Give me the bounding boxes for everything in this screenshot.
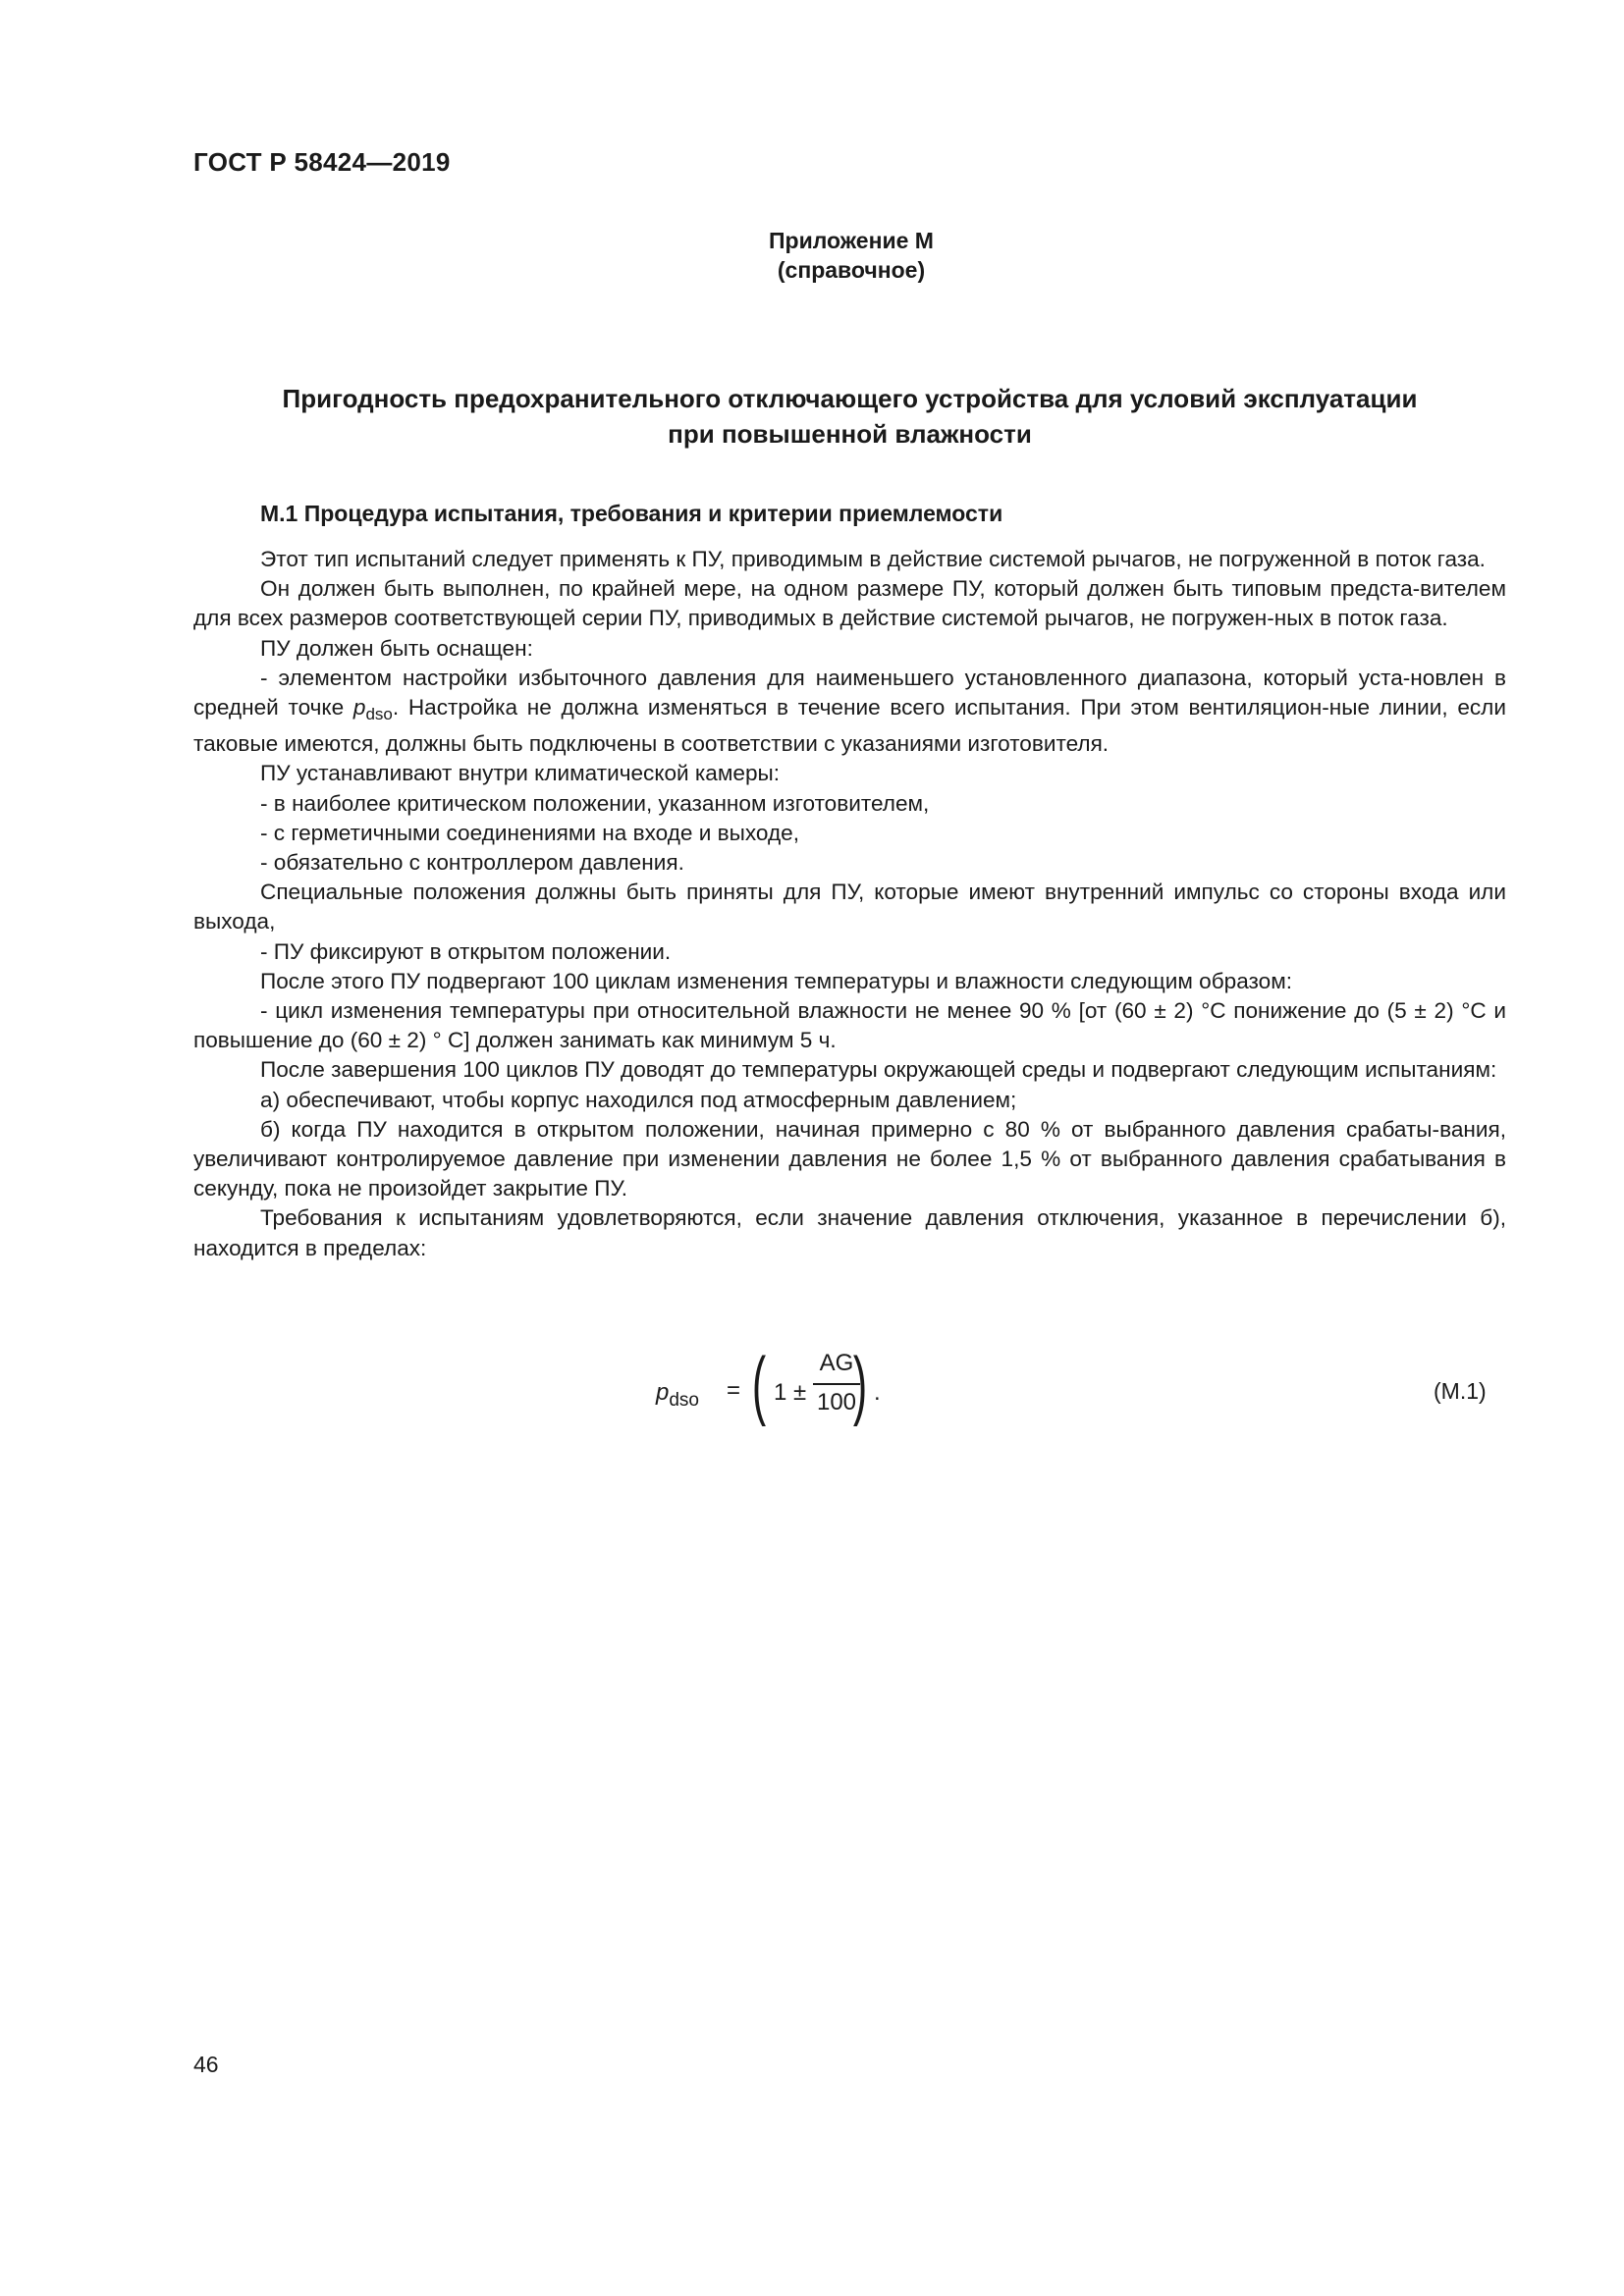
page-number: 46 — [193, 2052, 219, 2077]
paragraph: ПУ устанавливают внутри климатической камеры: — [260, 761, 781, 786]
formula-label: (М.1) — [1434, 1378, 1487, 1404]
paragraph: После этого ПУ подвергают 100 циклам изменения температуры и влажности следующим образом: — [260, 968, 1293, 993]
variable-p: p — [352, 695, 366, 721]
body-text — [193, 545, 1506, 1263]
formula-close-paren: ) — [852, 1341, 868, 1427]
title-line-1: Пригодность предохранительного отключающего устройства для условий эксплуатации — [282, 384, 1418, 413]
variable-subscript: dso — [365, 705, 393, 724]
appendix-title — [193, 381, 1506, 452]
paragraph-text: . Настройка не должна изменяться в течение всего испытания. При этом вентиляцион-ные линии, если таковые имеются, должны быть подключены в соответствии с указаниями изготовителя. — [193, 695, 1506, 757]
formula-open-paren: ( — [751, 1341, 767, 1427]
list-item: - цикл изменения температуры при относительной влажности не менее 90 % [от (60 ± 2) °С понижение до (5 ± 2) °С и повышение до (60 ± 2) ° С] должен занимать как минимум 5 ч. — [193, 998, 1506, 1053]
standard-code: ГОСТ Р 58424—2019 — [193, 147, 451, 177]
formula-m1 — [656, 1341, 911, 1438]
list-item: - обязательно с контроллером давления. — [260, 850, 684, 876]
list-item: - с герметичными соединениями на входе и выходе, — [260, 820, 800, 845]
title-line-2: при повышенной влажности — [668, 419, 1032, 449]
list-item: а) обеспечивают, чтобы корпус находился под атмосферным давлением; — [260, 1087, 1017, 1112]
formula-var-subscript: dso — [669, 1390, 699, 1411]
formula-one: 1 — [774, 1379, 787, 1406]
paragraph: ПУ должен быть оснащен: — [260, 635, 533, 661]
paragraph: Специальные положения должны быть приняты для ПУ, которые имеют внутренний импульс со стороны входа или выхода, — [193, 880, 1506, 934]
section-heading: М.1 Процедура испытания, требования и критерии приемлемости — [260, 501, 1003, 526]
paragraph-pdso — [193, 664, 1506, 760]
appendix-label: Приложение М — [769, 228, 934, 253]
formula-var-p: p — [656, 1379, 670, 1406]
paragraph: Требования к испытаниям удовлетворяются, если значение давления отключения, указанное в перечислении б), находится в пределах: — [193, 1205, 1506, 1260]
formula-numerator: AG — [819, 1350, 854, 1376]
formula-equals: = — [727, 1377, 741, 1404]
list-item: - в наиболее критическом положении, указанном изготовителем, — [260, 790, 930, 816]
formula-period: . — [874, 1379, 881, 1406]
paragraph-text: - элементом настройки избыточного давления для наименьшего установленного диапазона, который уста-новлен в средней точке — [193, 665, 1506, 721]
list-item: б) когда ПУ находится в открытом положении, начиная примерно с 80 % от выбранного давления срабаты-вания, увеличивают контролируемое давление при изменении давления не более 1,5 % от выбранного давления срабатывания в секунду, пока не произойдет закрытие ПУ. — [193, 1116, 1506, 1201]
paragraph: После завершения 100 циклов ПУ доводят до температуры окружающей среды и подвергают следующим испытаниям: — [260, 1057, 1497, 1083]
formula-denominator: 100 — [816, 1389, 857, 1415]
paragraph: Этот тип испытаний следует применять к ПУ, приводимым в действие системой рычагов, не погруженной в поток газа. — [260, 547, 1486, 571]
appendix-type: (справочное) — [777, 257, 926, 283]
formula-plus-minus: ± — [793, 1379, 807, 1406]
formula-variable — [656, 1379, 699, 1412]
list-item: - ПУ фиксируют в открытом положении. — [260, 938, 672, 964]
paragraph: Он должен быть выполнен, по крайней мере, на одном размере ПУ, который должен быть типовым предста-вителем для всех размеров соответствующей серии ПУ, приводимых в действие системой рычагов, не погружен-ных в поток газа. — [193, 576, 1506, 631]
